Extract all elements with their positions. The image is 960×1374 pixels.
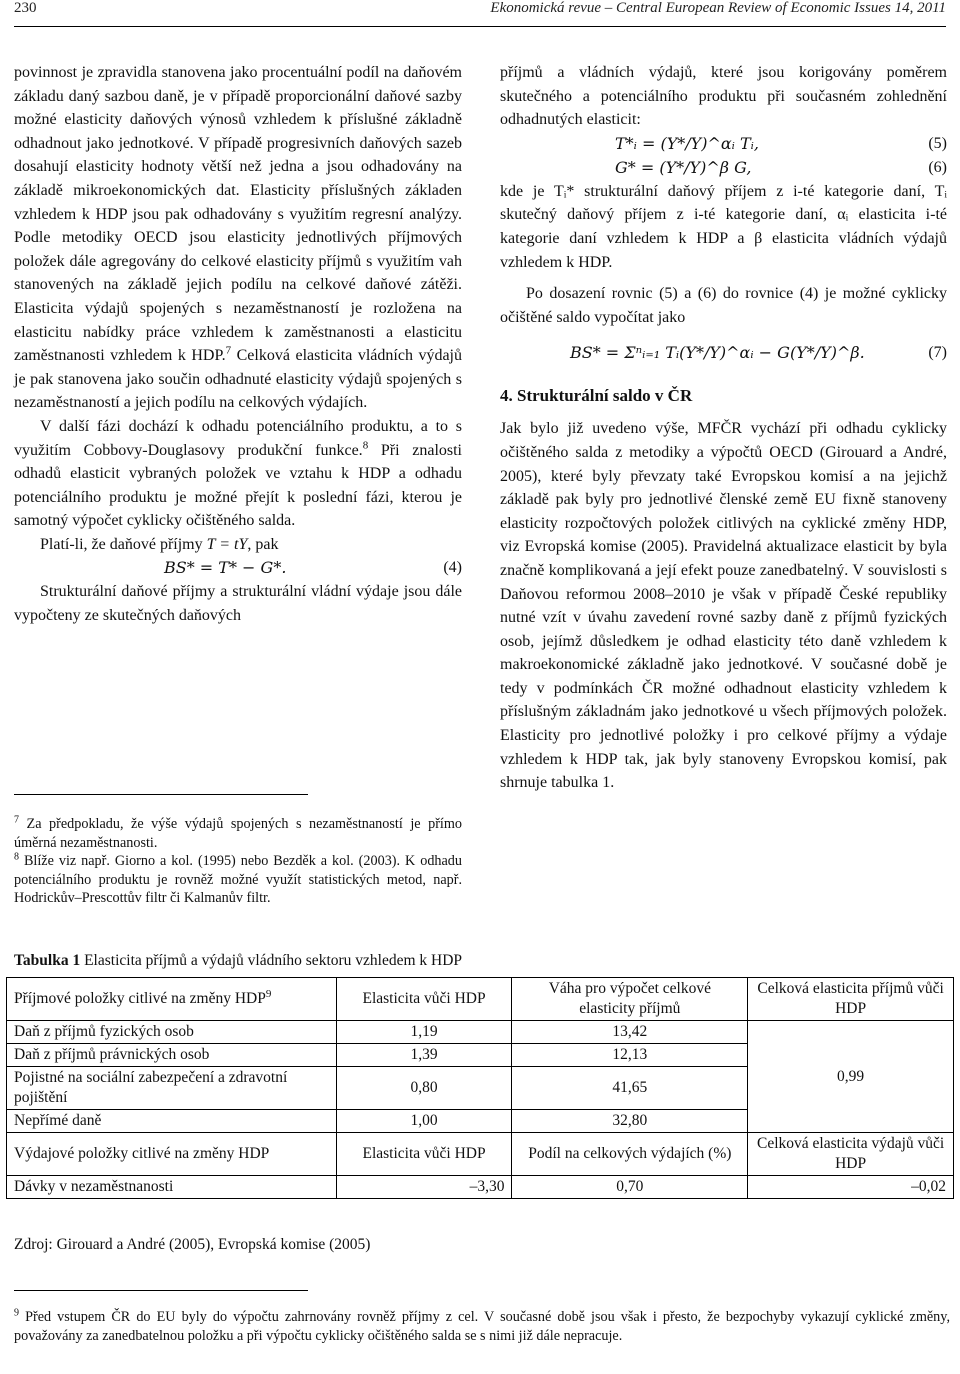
paragraph: Jak bylo již uvedeno výše, MFČR vychází při odhadu cyklicky očištěného salda z metodiky a výpočtů OECD (Girouard a André, 2005), které byly převzaty také Evropskou komisí a na jejichž základě pak byly pro jednotlivé členské země EU fixně stanoveny elasticity rozpočtových položek citlivých na cyklické změny HDP, viz Evropská komise (2005). Pravidelná aktualizace elasticit by byla značně komplikovaná a její efekt pouze zanedbatelný. V souvislosti s Daňovou reformou 2008–2010 je však v případě České republiky nutné vzít v úvahu zavedení rovné sazby daně z příjmů fyzických osob, jejímž důsledkem je odhad elasticity této daně vzhledem k makroekonomické základně jako jednotkové. V současné době je tedy v podmínkách ČR možné odhadnout elasticity vzhledem k příslušným základnám jako jednotkové u všech příjmových položek. Elasticity pro jednotlivé položky i pro celkové příjmy a výdaje vzhledem k HDP tak, jak byly stanoveny Evropskou komisí, pak shrnuje tabulka 1. <box>500 420 947 792</box>
table-header-row: Výdajové položky citlivé na změny HDP Elasticita vůči HDP Podíl na celkových výdajích (%) Celková elasticita výdajů vůči HDP <box>7 1133 954 1176</box>
footnote-ref[interactable]: 8 <box>362 439 369 452</box>
journal-title: Ekonomická revue – Central European Review of Economic Issues 14, 2011 <box>490 0 946 16</box>
left-column <box>14 61 462 628</box>
footnote-7: $^7$ Za předpokladu, že výše výdajů spojených s nezaměstnaností je přímo úměrná nezaměstnanosti. <box>14 814 462 851</box>
right-column <box>500 61 947 795</box>
paragraph: V další fázi dochází k odhadu potenciálního produktu, a to s využitím Cobbovy-Douglasovy produkční funkce.$^8$ Při znalosti odhadů elasticit vybraných položek ve vztahu k HDP a odhadu potenciálního produktu je možné přejít k poslední fázi, kterou je samotný výpočet cyklicky očištěného salda. <box>14 417 462 530</box>
paragraph: příjmů a vládních výdajů, které jsou korigovány poměrem skutečného a potenciálního produktu při současném zohlednění odhadnutých elasticit: <box>500 64 947 129</box>
equation-4: BS* = T* − G*. (4) <box>14 556 462 580</box>
equation-number: (4) <box>443 559 462 577</box>
total-revenue-elasticity: 0,99 <box>748 1021 954 1133</box>
paragraph: Po dosazení rovnic (5) a (6) do rovnice (4) je možné cyklicky očištěné saldo vypočítat jako <box>500 285 947 326</box>
elasticity-table <box>6 977 954 1199</box>
footnote-rule <box>14 1290 308 1291</box>
footnote-9: $^9$ Před vstupem ČR do EU byly do výpočtu zahrnovány rovněž příjmy z cel. V současné době jsou však i přesto, že bezpochyby vykazují cyklické změny, považovány za zanedbatelnou položku a při výpočtu cyklicky očištěného salda se s nimi již dále nepracuje. <box>14 1307 950 1344</box>
table-row: Daň z příjmů právnických osob 1,39 12,13 <box>7 1044 954 1067</box>
running-header <box>14 0 946 22</box>
section-heading: 4. Strukturální saldo v ČR <box>500 386 693 406</box>
table-row: Dávky v nezaměstnanosti –3,30 0,70 –0,02 <box>7 1176 954 1199</box>
table-header-row: Příjmové položky citlivé na změny HDP$^9$ Elasticita vůči HDP Váha pro výpočet celkové elasticity příjmů Celková elasticita příjmů vůči HDP <box>7 978 954 1021</box>
inline-equation: T = tY <box>206 535 248 553</box>
equation-6: G* = (Y*/Y)^β G, (6) <box>500 156 947 180</box>
table-source: Zdroj: Girouard a André (2005), Evropská komise (2005) <box>14 1236 371 1253</box>
table-caption: Tabulka 1 Elasticita příjmů a výdajů vládního sektoru vzhledem k HDP <box>14 952 463 969</box>
paragraph: kde je Tᵢ* strukturální daňový příjem z i-té kategorie daní, Tᵢ skutečný daňový příjem z i-té kategorie daní, αᵢ elasticita i-té kategorie daní vzhledem k HDP a β elasticita vládních výdajů vzhledem k HDP. <box>500 182 947 271</box>
paragraph: Strukturální daňové příjmy a strukturální vládní výdaje jsou dále vypočteny ze skutečných daňových <box>14 583 462 625</box>
paragraph: Platí-li, že daňové příjmy T = tY, pak <box>40 535 279 553</box>
footnote-8: $^8$ Blíže viz např. Giorno a kol. (1995) nebo Bezděk a kol. (2003). K odhadu potenciálního produktu je rovněž možné využít statistických metod, např. Hodrickův–Prescottův filtr či Kalmanův filtr. <box>14 851 462 906</box>
table-row: Daň z příjmů fyzických osob 1,19 13,42 0,99 <box>7 1021 954 1044</box>
header-rule <box>14 26 946 27</box>
equation-5: T*ᵢ = (Y*/Y)^αᵢ Tᵢ, (5) <box>500 132 947 156</box>
table-row: Pojistné na sociální zabezpečení a zdravotní pojištění 0,80 41,65 <box>7 1067 954 1110</box>
equation-number: (5) <box>928 134 947 152</box>
equation-7: BS* = Σⁿᵢ₌₁ Tᵢ(Y*/Y)^αᵢ − G(Y*/Y)^β. (7) <box>500 337 947 367</box>
footnotes <box>14 815 462 908</box>
paragraph: povinnost je zpravidla stanovena jako procentuální podíl na daňovém základu daný sazbou daně, je v případě proporcionální daňové sazby možné elasticity daňových výnosů vzhledem k příslušné základně odhadnout jako jednotkové. V případě progresivních daňových sazeb dosahují elasticity hodnoty větší než jedna a jsou odhadovány na základě mikroekonomických dat. Elasticity příslušných základen vzhledem k HDP jsou pak odhadovány s využitím regresní analýzy. Podle metodiky OECD jsou elasticity jednotlivých příjmových položek dále agregovány do celkové elasticity příjmů s využitím vah stanovených na základě jejich podílu na celkové daňové zátěži. Elasticita výdajů spojených s nezaměstnaností je rozložena na elasticitu nabídky práce vzhledem k zaměstnanosti a elasticitu zaměstnanosti vzhledem k HDP.$^7$ Celková elasticita vládních výdajů je pak stanovena jako součin odhadnuté elasticity výdajů spojených s nezaměstnaností a jejich podílu na celkových výdajích. <box>14 64 462 412</box>
page-number: 230 <box>14 0 37 16</box>
footnote-ref[interactable]: 7 <box>225 344 232 357</box>
equation-number: (7) <box>928 344 947 362</box>
equation-number: (6) <box>928 158 947 176</box>
table-row: Nepřímé daně 1,00 32,80 <box>7 1110 954 1133</box>
footnote-rule <box>14 794 308 795</box>
